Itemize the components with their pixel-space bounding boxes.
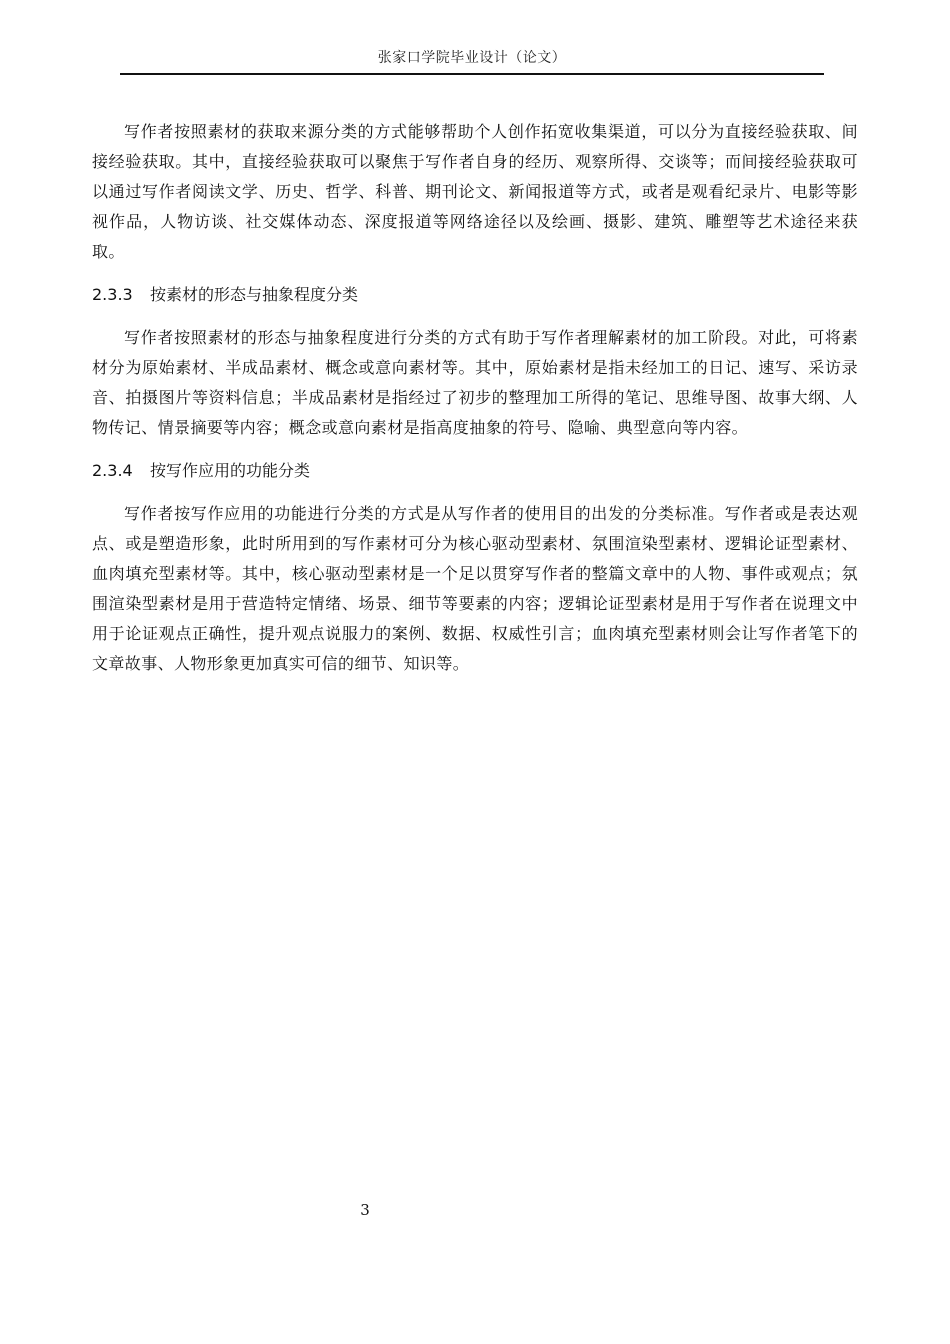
section-title: 按素材的形态与抽象程度分类	[150, 285, 359, 304]
page-body	[92, 117, 858, 679]
page-number: 3	[360, 1201, 370, 1219]
paragraph-function-classification: 写作者按写作应用的功能进行分类的方式是从写作者的使用目的出发的分类标准。写作者或是表达观点、或是塑造形象，此时所用到的写作素材可分为核心驱动型素材、氛围渲染型素材、逻辑论证型素材、血肉填充型素材等。其中，核心驱动型素材是一个足以贯穿写作者的整篇文章中的人物、事件或观点；氛围渲染型素材是用于营造特定情绪、场景、细节等要素的内容；逻辑论证型素材是用于写作者在说理文中用于论证观点正确性，提升观点说服力的案例、数据、权威性引言；血肉填充型素材则会让写作者笔下的文章故事、人物形象更加真实可信的细节、知识等。	[92, 504, 858, 673]
section-number: 2.3.3	[92, 285, 133, 304]
section-heading-2-3-3	[92, 284, 858, 306]
page-header: 张家口学院毕业设计（论文）	[377, 50, 567, 66]
section-number: 2.3.4	[92, 461, 133, 480]
header-divider	[120, 73, 824, 75]
paragraph-form-classification: 写作者按照素材的形态与抽象程度进行分类的方式有助于写作者理解素材的加工阶段。对此，可将素材分为原始素材、半成品素材、概念或意向素材等。其中，原始素材是指未经加工的日记、速写、采访录音、拍摄图片等资料信息；半成品素材是指经过了初步的整理加工所得的笔记、思维导图、故事大纲、人物传记、情景摘要等内容；概念或意向素材是指高度抽象的符号、隐喻、典型意向等内容。	[92, 328, 858, 437]
paragraph-source-classification: 写作者按照素材的获取来源分类的方式能够帮助个人创作拓宽收集渠道，可以分为直接经验获取、间接经验获取。其中，直接经验获取可以聚焦于写作者自身的经历、观察所得、交谈等；而间接经验获取可以通过写作者阅读文学、历史、哲学、科普、期刊论文、新闻报道等方式，或者是观看纪录片、电影等影视作品，人物访谈、社交媒体动态、深度报道等网络途径以及绘画、摄影、建筑、雕塑等艺术途径来获取。	[92, 122, 858, 261]
section-title: 按写作应用的功能分类	[150, 461, 311, 480]
section-heading-2-3-4	[92, 460, 858, 482]
